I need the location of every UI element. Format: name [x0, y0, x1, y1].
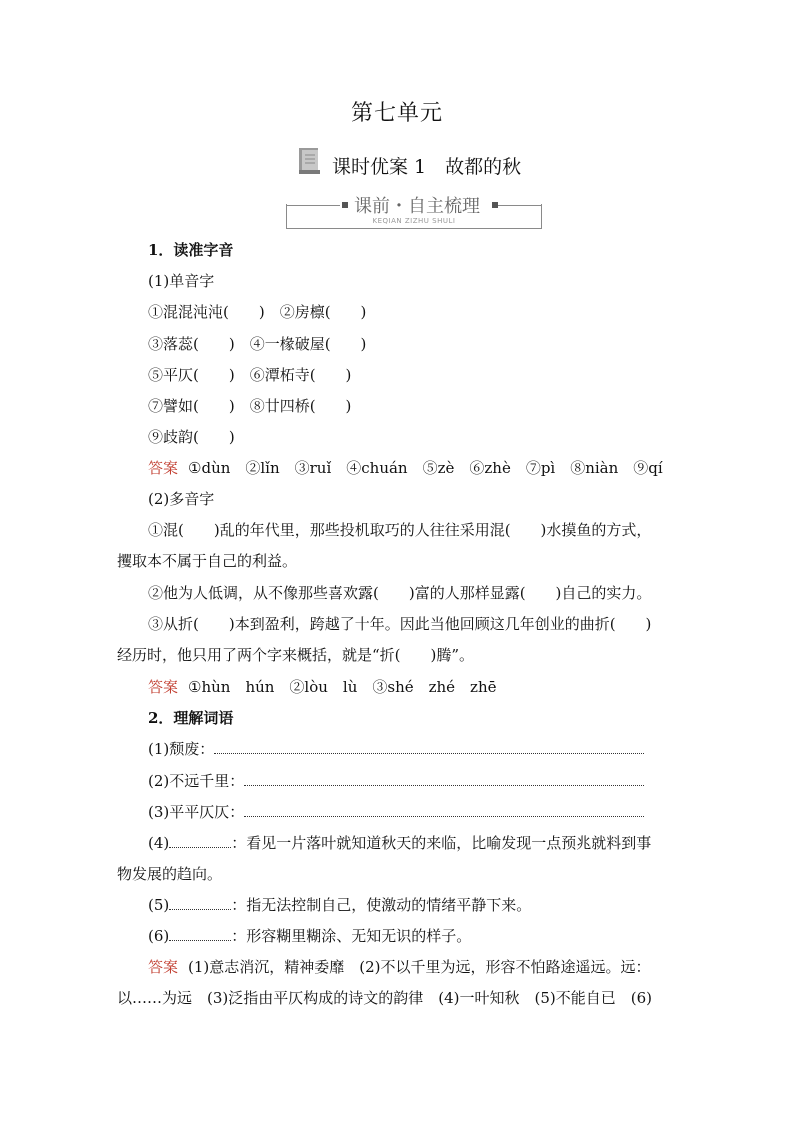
answer-text: ①hùn hún ②lòu lù ③shé zhé zhē — [188, 678, 497, 696]
banner-square-right — [492, 202, 498, 208]
lesson-header — [296, 146, 556, 180]
answer-label: 答案 — [148, 678, 179, 696]
answer-line — [148, 458, 663, 478]
term-label: (5) — [148, 896, 170, 914]
question-row: ①混混沌沌( ) ②房檩( ) — [148, 303, 367, 321]
question-row: ⑨歧韵( ) — [148, 428, 235, 446]
question-line: ②他为人低调，从不像那些喜欢露( )富的人那样显露( )自己的实力。 — [148, 584, 652, 602]
term-line — [148, 926, 471, 946]
term-label: (2)不远千里： — [148, 772, 245, 790]
term-line — [148, 895, 531, 915]
term-definition: ：看见一片落叶就知道秋天的来临，比喻发现一点预兆就料到事 — [231, 834, 652, 852]
answer-blank — [214, 753, 644, 754]
term-definition-cont: 物发展的趋向。 — [117, 865, 223, 883]
term-label: (4) — [148, 834, 170, 852]
answer-blank — [169, 940, 231, 941]
answer-text: (1)意志消沉，精神委靡 (2)不以千里为远，形容不怕路途遥远。远： — [188, 958, 651, 976]
banner-title: 课前・自主梳理 — [354, 196, 480, 217]
question-row: ⑦譬如( ) ⑧廿四桥( ) — [148, 397, 352, 415]
answer-line — [148, 677, 497, 697]
book-icon — [296, 146, 322, 176]
term-definition: ：指无法控制自己，使激动的情绪平静下来。 — [231, 896, 532, 914]
term-label: (1)颓废： — [148, 740, 215, 758]
subsection-label: (2)多音字 — [148, 490, 215, 508]
banner-subtitle: KEQIAN ZIZHU SHULI — [372, 217, 456, 225]
answer-blank — [169, 909, 231, 910]
subsection-label: (1)单音字 — [148, 272, 215, 290]
lesson-title: 课时优案 1 故都的秋 — [332, 156, 522, 178]
section-banner — [286, 194, 542, 230]
question-line: ①混( )乱的年代里，那些投机取巧的人往往采用混( )水摸鱼的方式， — [148, 521, 652, 539]
question-row: ⑤平仄( ) ⑥潭柘寺( ) — [148, 366, 352, 384]
banner-line-right — [492, 205, 542, 206]
answer-blank — [244, 785, 644, 786]
term-label: (3)平平仄仄： — [148, 803, 245, 821]
question-line: ③从折( )本到盈利，跨越了十年。因此当他回顾这几年创业的曲折( ) — [148, 615, 652, 633]
term-line — [148, 739, 644, 759]
section-heading: 2．理解词语 — [148, 709, 234, 727]
term-line — [148, 802, 644, 822]
term-label: (6) — [148, 927, 170, 945]
question-row: ③落蕊( ) ④一椽破屋( ) — [148, 335, 367, 353]
answer-blank — [244, 816, 644, 817]
section-heading: 1．读准字音 — [148, 241, 234, 259]
answer-text-cont: 以……为远 (3)泛指由平仄构成的诗文的韵律 (4)一叶知秋 (5)不能自已 (6) — [117, 989, 652, 1007]
banner-square-left — [342, 202, 348, 208]
question-line: 经历时，他只用了两个字来概括，就是“折( )腾”。 — [117, 646, 475, 664]
question-line: 攫取本不属于自己的利益。 — [117, 552, 298, 570]
answer-line — [148, 957, 651, 977]
answer-text: ①dùn ②lǐn ③ruǐ ④chuán ⑤zè ⑥zhè ⑦pì ⑧niàn ⑨qí — [188, 459, 663, 477]
answer-blank — [169, 847, 231, 848]
banner-line-left — [286, 205, 340, 206]
term-definition: ：形容糊里糊涂、无知无识的样子。 — [231, 927, 472, 945]
term-line — [148, 771, 644, 791]
term-line — [148, 833, 651, 853]
unit-title: 第七单元 — [350, 101, 443, 126]
answer-label: 答案 — [148, 459, 179, 477]
answer-label: 答案 — [148, 958, 179, 976]
